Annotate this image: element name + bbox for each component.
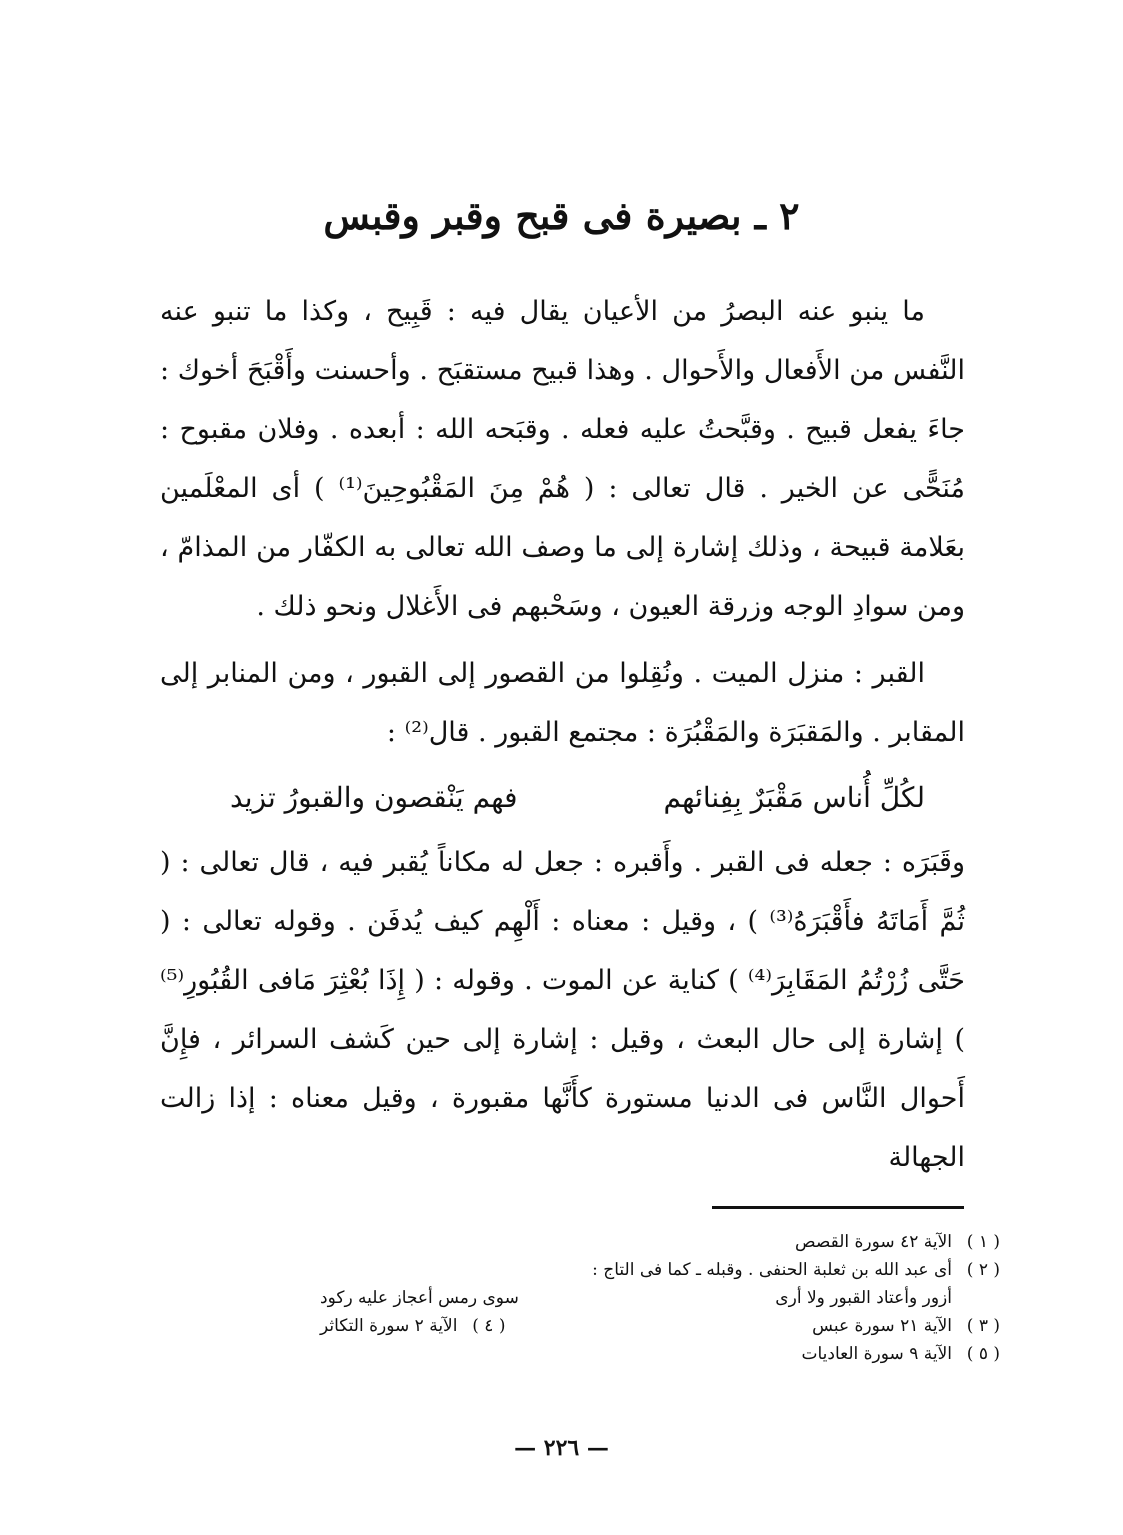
footnote-1 [320,1228,1000,1256]
footnote-text: الآية ٢١ سورة عبس [812,1316,952,1336]
footnote-number: ( ٥ ) [966,1344,1000,1364]
poem-verse [160,768,965,827]
footnote-separator [712,1206,964,1209]
footnote-number: ( ٤ ) [472,1316,506,1336]
footnote-text: الآية ٩ سورة العاديات [801,1344,952,1364]
main-text [160,282,965,1187]
footnote-4 [320,1312,505,1340]
footnote-text: الآية ٢ سورة التكاثر [320,1316,458,1336]
footnote-text: الآية ٤٢ سورة القصص [795,1232,952,1252]
footnote-number: ( ٣ ) [966,1316,1000,1336]
paragraph-qabr: القبر : منزل الميت . ونُقِلوا من القصور إلى القبور ، ومن المنابر إلى المقابر . والمَقبَرَة والمَقْبُرَة : مجتمع القبور . قال⁽²⁾ : [160,658,965,748]
footnote-verse-second-hemistich: سوى رمس أعجاز عليه ركود [320,1288,519,1308]
verse-second-hemistich: فهم يَنْقصون والقبورُ تزيد [230,781,518,814]
paragraph-qubh: ما ينبو عنه البصرُ من الأعيان يقال فيه : قَبِيح ، وكذا ما تنبو عنه النَّفس من الأَفعال والأَحوال . وهذا قبيح مستقبَح . وأحسنت وأَقْبَحَ أخوك : جاءَ يفعل قبيح . وقبَّحتُ عليه فعله . وقبَحه الله : أبعده . وفلان مقبوح : مُنَحًّى عن الخير . قال تعالى : ( هُمْ مِنَ المَقْبُوحِينَ⁽¹⁾ ) أى المعْلَمين بعَلامة قبيحة ، وذلك إشارة إلى ما وصف الله تعالى به الكفّار من المذامّ ، ومن سوادِ الوجه وزرقة العيون ، وسَحْبهم فى الأَغلال ونحو ذلك . [160,296,965,622]
footnote-3-4-row [320,1312,1000,1340]
footnote-number: ( ٢ ) [966,1260,1000,1280]
footnote-text: أى عبد الله بن ثعلبة الحنفى . وقبله ـ كما فى التاج : [592,1260,952,1280]
footnote-2 [320,1256,1000,1284]
page-number: — ٢٢٦ — [514,1435,609,1461]
footnote-5 [320,1340,1000,1368]
paragraph-aqbarahu: وقَبَرَه : جعله فى القبر . وأَقبره : جعل له مكاناً يُقبر فيه ، قال تعالى : ( ثُمَّ أَمَاتَهُ فأَقْبَرَهُ⁽³⁾ ) ، وقيل : معناه : أَلْهِم كيف يُدفَن . وقوله تعالى : ( حَتَّى زُرْتُمُ المَقَابِرَ⁽⁴⁾ ) كناية عن الموت . وقوله : ( إِذَا بُعْثِرَ مَافى القُبُورِ⁽⁵⁾ ) إشارة إلى حال البعث ، وقيل : إشارة إلى حين كَشف السرائر ، فإِنَّ أَحوال النَّاس فى الدنيا مستورة كأَنَّها مقبورة ، وقيل معناه : إذا زالت الجهالة [160,847,965,1173]
footnote-number: ( ١ ) [966,1232,1000,1252]
footnote-2-verse [320,1284,1000,1312]
footnotes [320,1228,1000,1368]
section-heading: ٢ ـ بصيرة فى قبح وقبر وقبس [323,193,800,238]
footnote-verse-first-hemistich: أزور وأعتاد القبور ولا أرى [775,1288,952,1308]
verse-first-hemistich: لكُلِّ أُناس مَقْبَرٌ بِفِنائهم [663,781,925,814]
footnote-3 [812,1312,1000,1340]
